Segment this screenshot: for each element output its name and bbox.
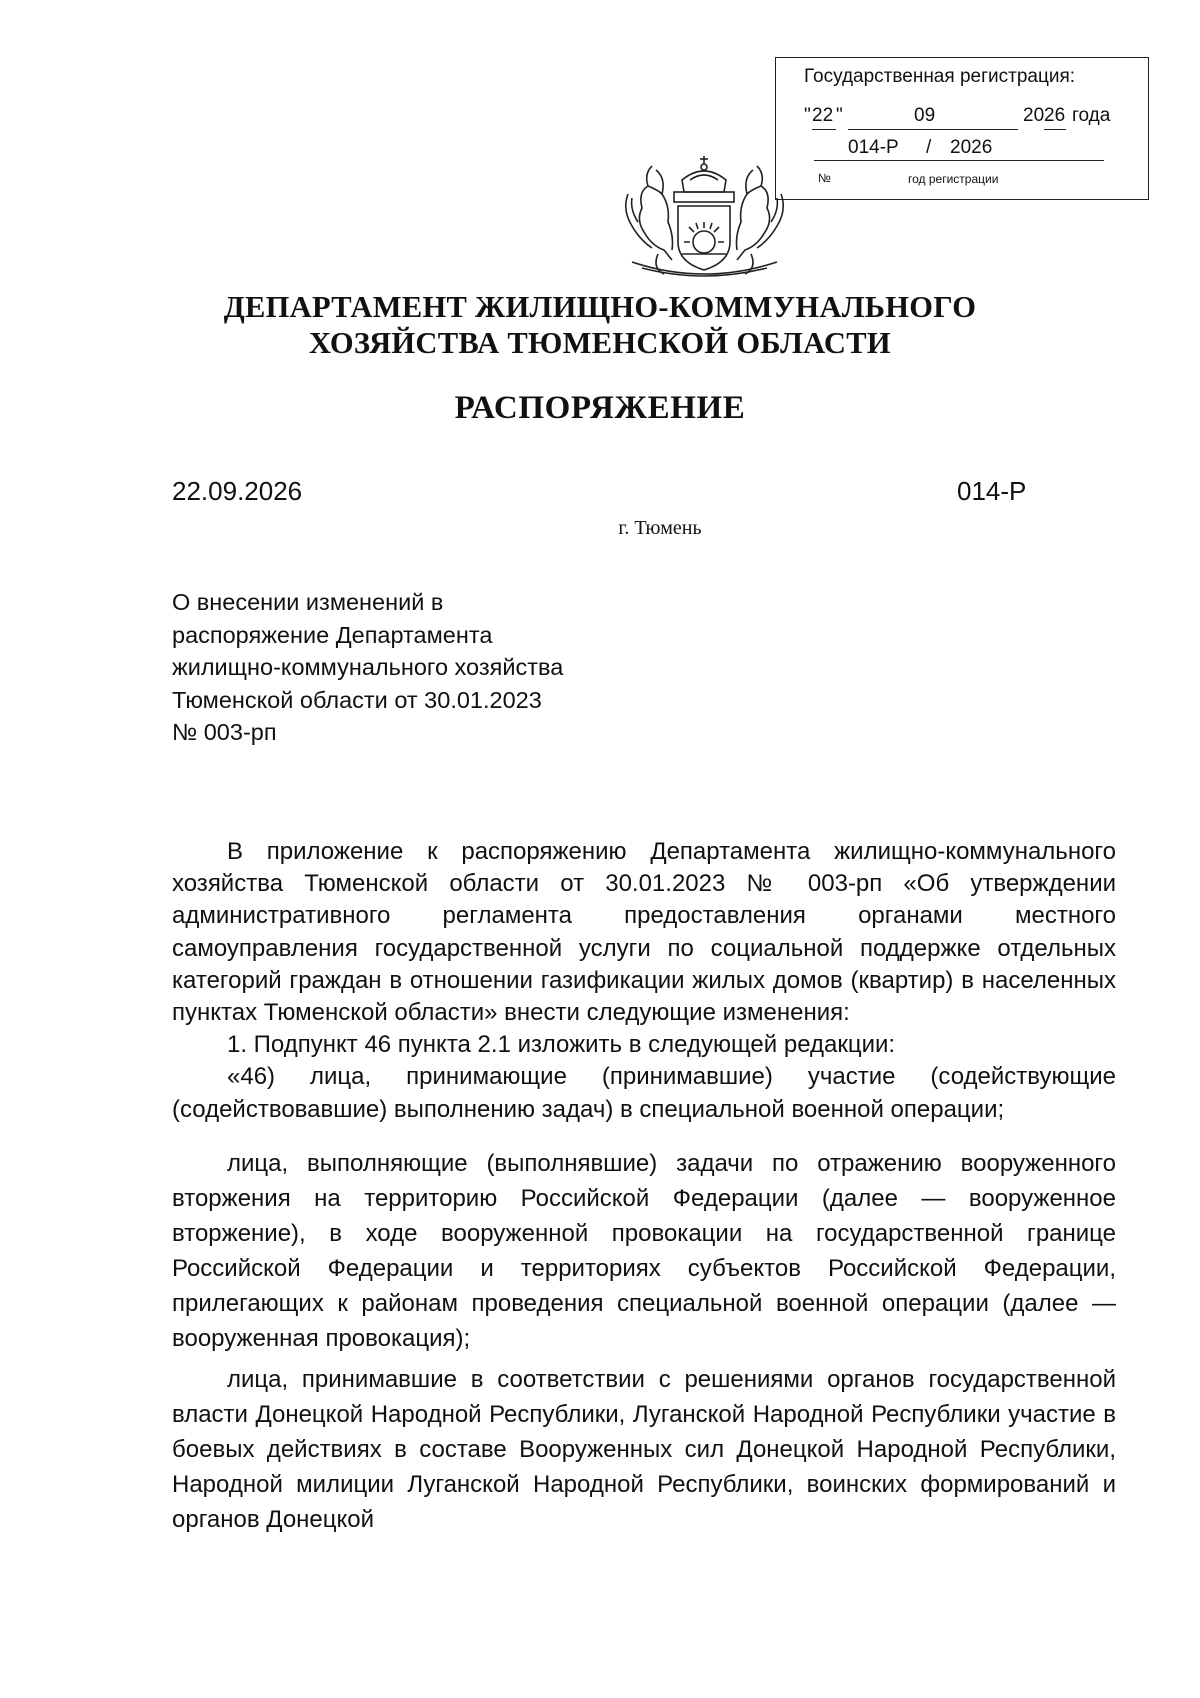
document-subject xyxy=(172,586,692,749)
stamp-day: 22 xyxy=(812,105,834,126)
stamp-reg-number: 014-Р xyxy=(848,137,899,158)
stamp-year-suffix: 26 xyxy=(1044,105,1066,126)
stamp-month-underline xyxy=(848,129,1018,130)
subject-line: № 003-рп xyxy=(172,719,277,745)
stamp-year-word: года xyxy=(1072,105,1111,126)
intro-paragraph: В приложение к распоряжению Департамента жилищно-коммунального хозяйства Тюменской области от 30.01.2023 № 003-рп «Об утверждении административного регламента предоставления органами местного самоуправления государственной услуги по социальной поддержке отдельных категорий граждан в отношении газификации жилых домов (квартир) в населенных пунктах Тюменской области» внести следующие изменения: xyxy=(172,838,1116,1027)
document-number: 014-Р xyxy=(957,476,1027,506)
subject-line: распоряжение Департамента xyxy=(172,621,493,648)
subject-line: Тюменской области от 30.01.2023 xyxy=(172,686,542,713)
coat-of-arms-emblem xyxy=(612,150,797,282)
org-name-line-1: ДЕПАРТАМЕНТ ЖИЛИЩНО-КОММУНАЛЬНОГО xyxy=(223,290,977,324)
document-type-title: РАСПОРЯЖЕНИЕ xyxy=(454,390,746,426)
stamp-reg-underline xyxy=(814,160,1104,161)
document-date: 22.09.2026 xyxy=(172,476,303,506)
body-paragraph-1 xyxy=(172,836,1116,1126)
registration-stamp xyxy=(775,57,1149,200)
stamp-number-label: № xyxy=(818,171,831,185)
stamp-year-label: год регистрации xyxy=(908,172,999,186)
document-city: г. Тюмень xyxy=(618,517,702,539)
quoted-text: «46) лица, принимающие (принимавшие) участие (содействующие (содействовавшие) выполнению задач) в специальной военной операции; xyxy=(172,1063,1116,1123)
subject-line: жилищно-коммунального хозяйства xyxy=(172,654,564,680)
stamp-slash: / xyxy=(926,137,932,158)
stamp-title: Государственная регистрация: xyxy=(804,66,1076,87)
body-paragraph-2 xyxy=(172,1146,1116,1356)
stamp-date-close-quote: " xyxy=(836,105,843,126)
paragraph-text: лица, выполняющие (выполнявшие) задачи по отражению вооруженного вторжения на территорию Российской Федерации (далее — вооруженное вторжение), в ходе вооруженной провокации на государственной границе Российской Федерации и территориях субъектов Российской Федерации, прилегающих к районам проведения специальной военной операции (далее — вооруженная провокация); xyxy=(172,1150,1116,1352)
body-paragraph-3: лица, принимавшие в соответствии с решениями органов государственной власти Донецкой Народной Республики, Луганской Народной Республики участие в боевых действиях в составе Вооруженных сил Донецкой Народной Республики, Народной милиции Луганской Народной Республики, воинских формирований и органов Донецкой xyxy=(172,1366,1116,1533)
org-name-line-2: ХОЗЯЙСТВА ТЮМЕНСКОЙ ОБЛАСТИ xyxy=(309,326,891,360)
subject-line: О внесении изменений в xyxy=(172,589,444,615)
stamp-reg-year: 2026 xyxy=(950,137,993,158)
item-1: 1. Подпункт 46 пункта 2.1 изложить в следующей редакции: xyxy=(227,1031,896,1059)
stamp-year-prefix: 20 xyxy=(1023,105,1045,126)
stamp-date-open-quote: " xyxy=(804,105,811,126)
stamp-month: 09 xyxy=(914,105,936,126)
